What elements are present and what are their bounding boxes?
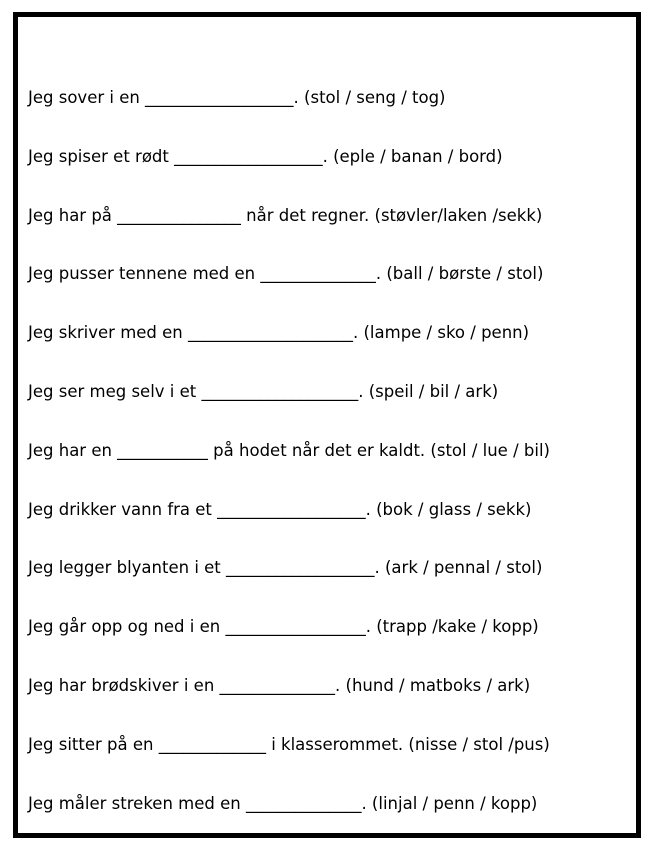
- sentence-4: Jeg pusser tennene med en ______________. (ball / børste / stol): [28, 264, 544, 284]
- sentence-13: Jeg måler streken med en ______________. (linjal / penn / kopp): [28, 793, 538, 813]
- sentence-10: Jeg går opp og ned i en _________________. (trapp /kake / kopp): [28, 617, 539, 637]
- sentence-list: [28, 87, 636, 851]
- sentence-3: Jeg har på _______________ når det regner. (støvler/laken /sekk): [28, 205, 543, 225]
- sentence-1: Jeg sover i en __________________. (stol / seng / tog): [28, 88, 446, 107]
- sentence-7: Jeg har en ___________ på hodet når det er kaldt. (stol / lue / bil): [28, 440, 550, 460]
- worksheet-frame: [13, 12, 641, 838]
- sentence-8: Jeg drikker vann fra et __________________. (bok / glass / sekk): [28, 499, 532, 519]
- sentence-9: Jeg legger blyanten i et __________________. (ark / pennal / stol): [28, 558, 543, 578]
- sentence-6: Jeg ser meg selv i et ___________________. (speil / bil / ark): [28, 381, 499, 401]
- sentence-5: Jeg skriver med en ____________________. (lampe / sko / penn): [28, 323, 530, 343]
- sentence-2: Jeg spiser et rødt __________________. (eple / banan / bord): [28, 146, 503, 166]
- sentence-11: Jeg har brødskiver i en ______________. (hund / matboks / ark): [28, 675, 531, 695]
- sentence-12: Jeg sitter på en _____________ i klasserommet. (nisse / stol /pus): [28, 734, 550, 754]
